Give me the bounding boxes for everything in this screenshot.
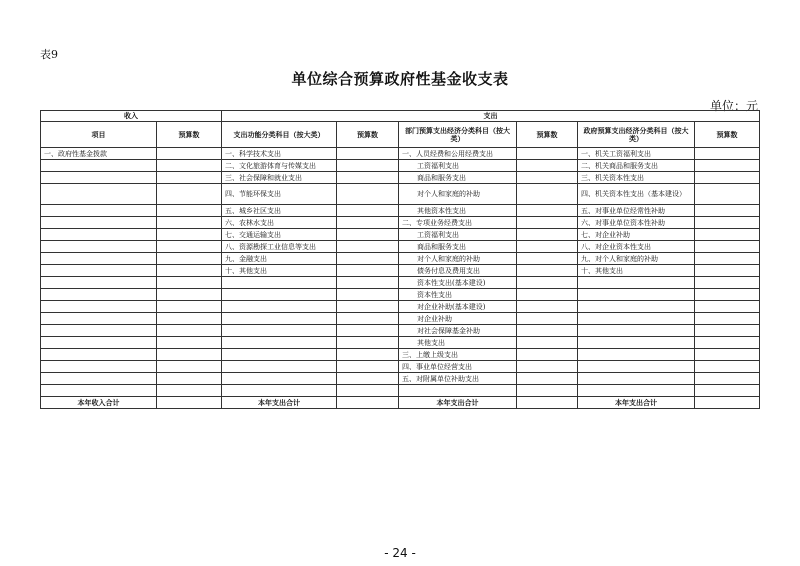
cell-gov-item: 三、机关资本性支出 bbox=[578, 172, 695, 184]
table-number: 表9 bbox=[40, 48, 58, 61]
cell-dept-item: 五、对附属单位补助支出 bbox=[399, 373, 517, 385]
cell-func-item: 九、金融支出 bbox=[222, 253, 337, 265]
cell-func-item bbox=[222, 349, 337, 361]
cell-income-budget bbox=[157, 313, 222, 325]
cell-func-budget bbox=[337, 313, 399, 325]
budget-table bbox=[40, 110, 760, 409]
cell-income-item bbox=[41, 229, 157, 241]
cell-func-item: 四、节能环保支出 bbox=[222, 184, 337, 205]
cell-func-item bbox=[222, 277, 337, 289]
cell-func-item: 八、资源勘探工业信息等支出 bbox=[222, 241, 337, 253]
table-row bbox=[41, 337, 760, 349]
table-row bbox=[41, 241, 760, 253]
cell-gov-budget bbox=[695, 148, 760, 160]
cell-func-budget bbox=[337, 373, 399, 385]
table-row bbox=[41, 361, 760, 373]
cell-income-item bbox=[41, 184, 157, 205]
cell-income-budget bbox=[157, 325, 222, 337]
cell-gov-budget bbox=[695, 361, 760, 373]
cell-gov-budget bbox=[695, 337, 760, 349]
cell-gov-item: 二、机关商品和服务支出 bbox=[578, 160, 695, 172]
table-row bbox=[41, 148, 760, 160]
cell-income-item bbox=[41, 373, 157, 385]
cell-func-item: 七、交通运输支出 bbox=[222, 229, 337, 241]
header-budget: 预算数 bbox=[517, 122, 578, 148]
cell-func-budget bbox=[337, 289, 399, 301]
cell-income-budget bbox=[157, 385, 222, 397]
cell-dept-budget bbox=[517, 313, 578, 325]
cell-dept-item: 商品和服务支出 bbox=[399, 241, 517, 253]
cell-gov-budget bbox=[695, 385, 760, 397]
cell-func-item: 六、农林水支出 bbox=[222, 217, 337, 229]
cell-dept-item: 对个人和家庭的补助 bbox=[399, 184, 517, 205]
cell-dept-budget bbox=[517, 205, 578, 217]
cell-income-budget bbox=[157, 160, 222, 172]
cell-income-item bbox=[41, 361, 157, 373]
cell-func-budget bbox=[337, 148, 399, 160]
cell-func-budget bbox=[337, 337, 399, 349]
cell-income-item bbox=[41, 241, 157, 253]
cell-gov-item bbox=[578, 361, 695, 373]
table-row bbox=[41, 160, 760, 172]
cell-gov-item: 六、对事业单位资本性补助 bbox=[578, 217, 695, 229]
cell-func-budget bbox=[337, 229, 399, 241]
cell-dept-budget bbox=[517, 265, 578, 277]
unit-label: 单位：元 bbox=[709, 99, 758, 113]
cell-gov-budget bbox=[695, 205, 760, 217]
table-row bbox=[41, 385, 760, 397]
column-header-row bbox=[41, 122, 760, 148]
header-budget: 预算数 bbox=[157, 122, 222, 148]
cell-gov-budget bbox=[695, 313, 760, 325]
cell-func-item bbox=[222, 373, 337, 385]
cell-gov-budget bbox=[695, 301, 760, 313]
cell-func-item: 一、科学技术支出 bbox=[222, 148, 337, 160]
cell-func-item bbox=[222, 337, 337, 349]
table-row bbox=[41, 301, 760, 313]
cell-func-budget bbox=[337, 205, 399, 217]
cell-func-item bbox=[222, 301, 337, 313]
header-func-class: 支出功能分类科目（按大类） bbox=[222, 122, 337, 148]
cell-gov-budget bbox=[695, 172, 760, 184]
cell-income-budget bbox=[157, 265, 222, 277]
cell-gov-item bbox=[578, 325, 695, 337]
cell-gov-item: 九、对个人和家庭的补助 bbox=[578, 253, 695, 265]
cell-dept-item: 资本性支出(基本建设) bbox=[399, 277, 517, 289]
cell-income-item bbox=[41, 217, 157, 229]
cell-income-budget bbox=[157, 241, 222, 253]
cell-gov-item bbox=[578, 277, 695, 289]
cell-gov-budget bbox=[695, 277, 760, 289]
cell-func-item: 十、其他支出 bbox=[222, 265, 337, 277]
cell-func-budget bbox=[337, 172, 399, 184]
cell-gov-budget bbox=[695, 253, 760, 265]
cell-dept-budget bbox=[517, 385, 578, 397]
table-row bbox=[41, 373, 760, 385]
cell-func-item bbox=[222, 289, 337, 301]
cell-gov-item: 八、对企业资本性支出 bbox=[578, 241, 695, 253]
cell-dept-budget bbox=[517, 241, 578, 253]
total-value bbox=[337, 397, 399, 409]
cell-gov-item: 一、机关工资福利支出 bbox=[578, 148, 695, 160]
cell-income-budget bbox=[157, 172, 222, 184]
cell-dept-item: 资本性支出 bbox=[399, 289, 517, 301]
cell-dept-item bbox=[399, 385, 517, 397]
cell-gov-item bbox=[578, 313, 695, 325]
cell-gov-item: 七、对企业补助 bbox=[578, 229, 695, 241]
cell-gov-budget bbox=[695, 229, 760, 241]
cell-income-item bbox=[41, 253, 157, 265]
cell-dept-budget bbox=[517, 325, 578, 337]
cell-dept-item: 对企业补助(基本建设) bbox=[399, 301, 517, 313]
total-label: 本年支出合计 bbox=[222, 397, 337, 409]
cell-dept-item: 对社会保障基金补助 bbox=[399, 325, 517, 337]
total-value bbox=[695, 397, 760, 409]
cell-func-item: 五、城乡社区支出 bbox=[222, 205, 337, 217]
header-budget: 预算数 bbox=[337, 122, 399, 148]
cell-dept-budget bbox=[517, 160, 578, 172]
cell-gov-budget bbox=[695, 160, 760, 172]
table-row bbox=[41, 253, 760, 265]
cell-gov-item: 四、机关资本性支出（基本建设） bbox=[578, 184, 695, 205]
cell-gov-budget bbox=[695, 241, 760, 253]
table-row bbox=[41, 217, 760, 229]
cell-dept-item: 债务付息及费用支出 bbox=[399, 265, 517, 277]
cell-gov-item: 五、对事业单位经常性补助 bbox=[578, 205, 695, 217]
cell-func-budget bbox=[337, 385, 399, 397]
cell-func-budget bbox=[337, 217, 399, 229]
table-row bbox=[41, 349, 760, 361]
cell-func-item bbox=[222, 313, 337, 325]
total-label: 本年支出合计 bbox=[399, 397, 517, 409]
cell-income-item bbox=[41, 385, 157, 397]
table-row bbox=[41, 205, 760, 217]
cell-income-item bbox=[41, 289, 157, 301]
total-label: 本年支出合计 bbox=[578, 397, 695, 409]
cell-dept-budget bbox=[517, 373, 578, 385]
total-row bbox=[41, 397, 760, 409]
cell-gov-budget bbox=[695, 184, 760, 205]
cell-income-budget bbox=[157, 361, 222, 373]
cell-gov-item: 十、其他支出 bbox=[578, 265, 695, 277]
cell-income-item bbox=[41, 205, 157, 217]
cell-income-budget bbox=[157, 349, 222, 361]
total-label: 本年收入合计 bbox=[41, 397, 157, 409]
page-title: 单位综合预算政府性基金收支表 bbox=[291, 70, 509, 88]
cell-dept-budget bbox=[517, 277, 578, 289]
header-budget: 预算数 bbox=[695, 122, 760, 148]
cell-dept-item: 其他资本性支出 bbox=[399, 205, 517, 217]
table-row bbox=[41, 184, 760, 205]
cell-func-item: 三、社会保障和就业支出 bbox=[222, 172, 337, 184]
table-row bbox=[41, 313, 760, 325]
cell-income-budget bbox=[157, 184, 222, 205]
cell-dept-item: 其他支出 bbox=[399, 337, 517, 349]
cell-dept-budget bbox=[517, 301, 578, 313]
cell-func-item: 二、文化旅游体育与传媒支出 bbox=[222, 160, 337, 172]
cell-func-item bbox=[222, 385, 337, 397]
cell-income-budget bbox=[157, 373, 222, 385]
group-header-row bbox=[41, 111, 760, 122]
cell-dept-budget bbox=[517, 349, 578, 361]
cell-dept-budget bbox=[517, 148, 578, 160]
cell-dept-budget bbox=[517, 337, 578, 349]
total-value bbox=[157, 397, 222, 409]
header-dept-econ-class: 部门预算支出经济分类科目（按大类） bbox=[399, 122, 517, 148]
table-row bbox=[41, 277, 760, 289]
cell-gov-budget bbox=[695, 325, 760, 337]
cell-income-item bbox=[41, 325, 157, 337]
cell-income-item bbox=[41, 160, 157, 172]
cell-gov-item bbox=[578, 373, 695, 385]
cell-dept-budget bbox=[517, 172, 578, 184]
cell-gov-item bbox=[578, 337, 695, 349]
cell-func-budget bbox=[337, 361, 399, 373]
cell-dept-item: 二、专项业务经费支出 bbox=[399, 217, 517, 229]
cell-gov-budget bbox=[695, 289, 760, 301]
cell-func-item bbox=[222, 361, 337, 373]
cell-income-item: 一、政府性基金拨款 bbox=[41, 148, 157, 160]
cell-dept-item: 对个人和家庭的补助 bbox=[399, 253, 517, 265]
cell-func-budget bbox=[337, 184, 399, 205]
header-item: 项目 bbox=[41, 122, 157, 148]
cell-gov-item bbox=[578, 349, 695, 361]
cell-func-budget bbox=[337, 160, 399, 172]
cell-gov-budget bbox=[695, 265, 760, 277]
cell-func-budget bbox=[337, 241, 399, 253]
cell-func-budget bbox=[337, 325, 399, 337]
table-row bbox=[41, 229, 760, 241]
cell-dept-item: 四、事业单位经营支出 bbox=[399, 361, 517, 373]
cell-func-budget bbox=[337, 301, 399, 313]
cell-gov-item bbox=[578, 385, 695, 397]
cell-income-budget bbox=[157, 217, 222, 229]
cell-income-budget bbox=[157, 337, 222, 349]
page-number: - 24 - bbox=[384, 546, 416, 560]
cell-dept-budget bbox=[517, 217, 578, 229]
cell-dept-budget bbox=[517, 361, 578, 373]
table-row bbox=[41, 172, 760, 184]
cell-income-budget bbox=[157, 253, 222, 265]
cell-gov-budget bbox=[695, 217, 760, 229]
cell-func-item bbox=[222, 325, 337, 337]
cell-gov-item bbox=[578, 301, 695, 313]
cell-gov-item bbox=[578, 289, 695, 301]
cell-income-budget bbox=[157, 289, 222, 301]
cell-dept-budget bbox=[517, 289, 578, 301]
cell-gov-budget bbox=[695, 349, 760, 361]
cell-dept-item: 商品和服务支出 bbox=[399, 172, 517, 184]
cell-func-budget bbox=[337, 253, 399, 265]
cell-dept-item: 工资福利支出 bbox=[399, 160, 517, 172]
cell-income-budget bbox=[157, 277, 222, 289]
table-row bbox=[41, 265, 760, 277]
header-gov-econ-class: 政府预算支出经济分类科目（按大类） bbox=[578, 122, 695, 148]
cell-func-budget bbox=[337, 349, 399, 361]
cell-dept-item: 工资福利支出 bbox=[399, 229, 517, 241]
table-row bbox=[41, 289, 760, 301]
group-expense-header: 支出 bbox=[222, 111, 760, 122]
cell-dept-item: 一、人员经费和公用经费支出 bbox=[399, 148, 517, 160]
cell-income-item bbox=[41, 313, 157, 325]
cell-dept-budget bbox=[517, 229, 578, 241]
cell-func-budget bbox=[337, 277, 399, 289]
table-row bbox=[41, 325, 760, 337]
cell-dept-budget bbox=[517, 253, 578, 265]
cell-dept-item: 三、上缴上级支出 bbox=[399, 349, 517, 361]
cell-income-item bbox=[41, 301, 157, 313]
cell-income-budget bbox=[157, 229, 222, 241]
cell-gov-budget bbox=[695, 373, 760, 385]
cell-income-item bbox=[41, 277, 157, 289]
cell-income-item bbox=[41, 337, 157, 349]
cell-income-item bbox=[41, 172, 157, 184]
cell-income-item bbox=[41, 349, 157, 361]
cell-dept-budget bbox=[517, 184, 578, 205]
cell-func-budget bbox=[337, 265, 399, 277]
cell-income-budget bbox=[157, 148, 222, 160]
cell-income-item bbox=[41, 265, 157, 277]
group-income-header: 收入 bbox=[41, 111, 222, 122]
cell-dept-item: 对企业补助 bbox=[399, 313, 517, 325]
cell-income-budget bbox=[157, 301, 222, 313]
total-value bbox=[517, 397, 578, 409]
cell-income-budget bbox=[157, 205, 222, 217]
